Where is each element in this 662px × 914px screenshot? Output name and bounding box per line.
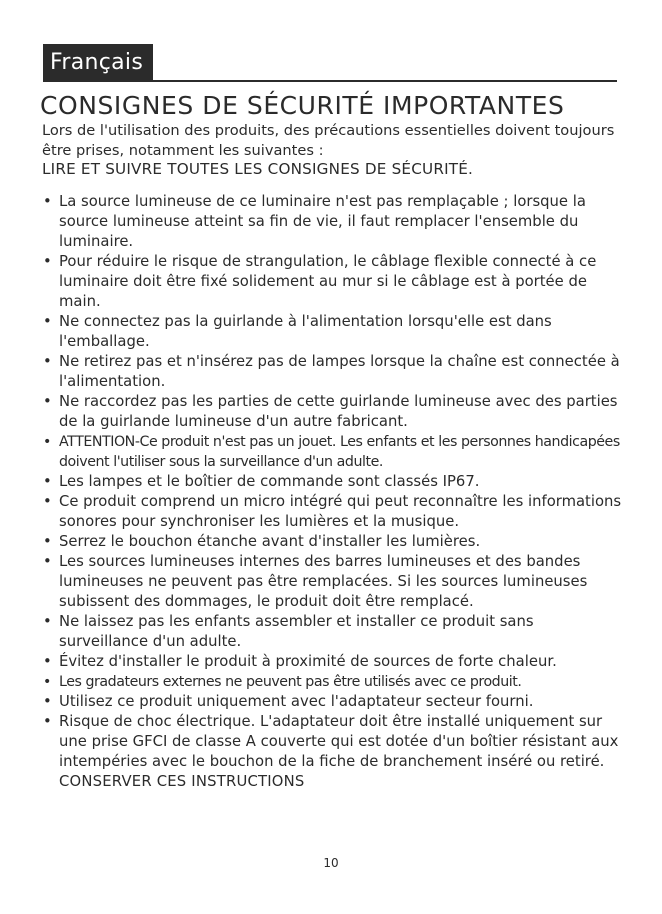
page-title: CONSIGNES DE SÉCURITÉ IMPORTANTES <box>40 91 565 120</box>
list-item-text: Pour réduire le risque de strangulation, le câblage flexible connecté à ce luminaire doit être fixé solidement au mur si le câblage est à portée de main. <box>59 253 597 310</box>
list-item <box>42 492 622 532</box>
bullet-icon: • <box>43 473 52 490</box>
bullet-icon: • <box>43 674 51 690</box>
read-instructions-heading: LIRE ET SUIVRE TOUTES LES CONSIGNES DE SÉCURITÉ. <box>42 160 474 178</box>
list-item-text: Ne retirez pas et n'insérez pas de lampes lorsque la chaîne est connectée à l'alimentation. <box>59 353 620 390</box>
bullet-icon: • <box>43 693 52 710</box>
list-item <box>42 192 622 252</box>
page-number: 10 <box>323 856 339 870</box>
header-divider <box>43 80 617 82</box>
bullet-icon: • <box>43 313 52 330</box>
list-item <box>42 472 622 492</box>
list-item-text: Ne raccordez pas les parties de cette guirlande lumineuse avec des parties de la guirlande lumineuse d'un autre fabricant. <box>59 393 618 430</box>
list-item-text: Les gradateurs externes ne peuvent pas être utilisés avec ce produit. <box>59 674 522 690</box>
list-item-text: Ce produit comprend un micro intégré qui peut reconnaître les informations sonores pour synchroniser les lumières et la musique. <box>59 493 622 530</box>
list-item <box>42 252 622 312</box>
keep-instructions-note: CONSERVER CES INSTRUCTIONS <box>59 773 305 790</box>
bullet-icon: • <box>43 193 52 210</box>
bullet-icon: • <box>43 553 52 570</box>
list-item-text: Les lampes et le boîtier de commande sont classés IP67. <box>59 473 480 490</box>
bullet-icon: • <box>43 253 52 270</box>
bullet-icon: • <box>43 653 52 670</box>
list-item <box>42 352 622 392</box>
list-item <box>42 672 622 692</box>
list-item <box>42 532 622 552</box>
bullet-icon: • <box>43 393 52 410</box>
list-item <box>42 392 622 432</box>
bullet-icon: • <box>43 493 52 510</box>
list-item-text: Ne connectez pas la guirlande à l'alimentation lorsqu'elle est dans l'emballage. <box>59 313 552 350</box>
list-item <box>42 312 622 352</box>
bullet-icon: • <box>43 533 52 550</box>
list-item <box>42 652 622 672</box>
section-header <box>43 44 617 82</box>
bullet-icon: • <box>43 613 52 630</box>
list-item-text: La source lumineuse de ce luminaire n'est pas remplaçable ; lorsque la source lumineuse atteint sa fin de vie, il faut remplacer l'ensemble du luminaire. <box>59 193 586 250</box>
list-item-text: Ne laissez pas les enfants assembler et installer ce produit sans surveillance d'un adulte. <box>59 613 534 650</box>
list-item-text: Les sources lumineuses internes des barres lumineuses et des bandes lumineuses ne peuvent pas être remplacées. Si les sources lumineuses subissent des dommages, le produit doit être remplacé. <box>59 553 588 610</box>
language-tab: Français <box>43 44 153 82</box>
bullet-icon: • <box>43 713 52 730</box>
list-item-text: ATTENTION-Ce produit n'est pas un jouet. Les enfants et les personnes handicapées doivent l'utiliser sous la surveillance d'un adulte. <box>59 434 620 470</box>
bullet-icon: • <box>43 434 51 450</box>
list-item <box>42 552 622 612</box>
list-item <box>42 712 622 772</box>
bullet-icon: • <box>43 353 52 370</box>
safety-instructions-list <box>42 192 622 792</box>
list-item-text: Serrez le bouchon étanche avant d'installer les lumières. <box>59 533 481 550</box>
list-item-text: Risque de choc électrique. L'adaptateur doit être installé uniquement sur une prise GFCI de classe A couverte qui est dotée d'un boîtier résistant aux intempéries avec le bouchon de la fiche de branchement inséré ou retiré. <box>59 713 619 770</box>
intro-paragraph: Lors de l'utilisation des produits, des précautions essentielles doivent toujours être prises, notamment les suivantes : <box>42 122 615 159</box>
list-item-text: Évitez d'installer le produit à proximité de sources de forte chaleur. <box>59 653 557 670</box>
list-item-text: Utilisez ce produit uniquement avec l'adaptateur secteur fourni. <box>59 693 534 710</box>
list-item <box>42 432 622 472</box>
list-item <box>42 692 622 712</box>
list-item <box>42 612 622 652</box>
